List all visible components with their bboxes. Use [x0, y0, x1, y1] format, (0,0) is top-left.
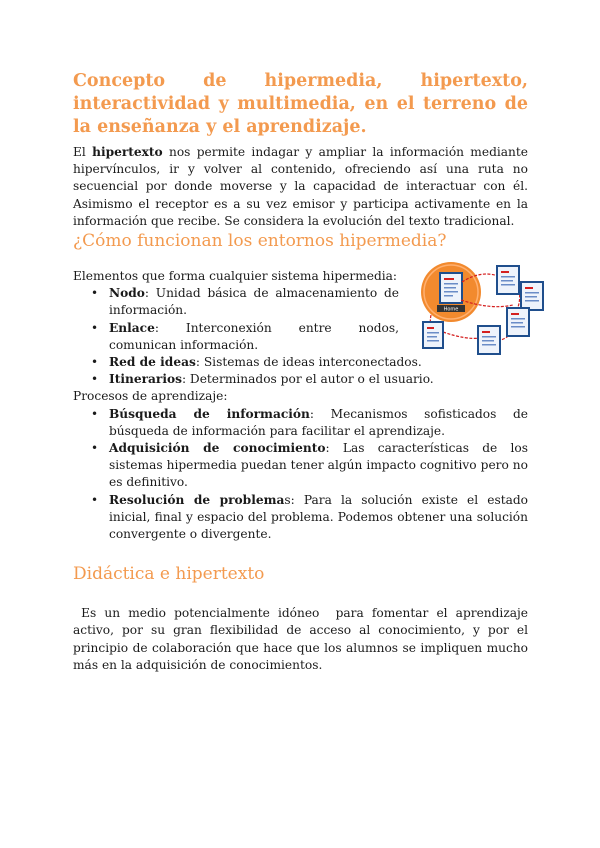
intro-rest: nos permite indagar y ampliar la información mediante hipervínculos, ir y volver al contenido, ofreciendo así una ruta no secuencial por donde moverse y la capacidad de interactuar con él. Asimismo el receptor es a su vez emisor y participa activamente en la información que recibe. Se considera la evolución del texto tradicional.	[73, 145, 528, 228]
section-entornos	[73, 268, 528, 543]
section-heading-entornos: ¿Cómo funcionan los entornos hipermedia?	[73, 231, 447, 252]
home-label: Home	[443, 306, 459, 313]
doc-node-5	[423, 322, 443, 348]
list-item-enlace: • Enlace: Interconexión entre nodos, comunican información.	[109, 320, 399, 354]
doc-node-4	[478, 326, 500, 354]
list-item-red-de-ideas: • Red de ideas: Sistemas de ideas interconectados.	[109, 354, 449, 371]
intro-prefix: El	[73, 145, 93, 159]
document-page	[73, 70, 536, 674]
doc-node-1	[497, 266, 519, 294]
processes-list	[73, 406, 528, 544]
list-item-busqueda: • Búsqueda de información: Mecanismos sofisticados de búsqueda de información para facilitar el aprendizaje.	[109, 406, 528, 440]
didactica-paragraph: Es un medio potencialmente idóneo para fomentar el aprendizaje activo, por su gran flexibilidad de acceso al conocimiento, y por el principio de colaboración que hace que los alumnos se impliquen mucho más en la adquisición de conocimientos.	[73, 606, 536, 672]
doc-node-3	[507, 308, 529, 336]
hypermedia-diagram-image	[421, 260, 546, 358]
processes-intro: Procesos de aprendizaje:	[73, 389, 228, 404]
elements-list	[73, 285, 434, 388]
list-item-resolucion: • Resolución de problemas: Para la solución existe el estado inicial, final y espacio del problema. Podemos obtener una solución convergente o divergente.	[109, 492, 528, 544]
list-item-itinerarios: • Itinerarios: Determinados por el autor o el usuario.	[109, 371, 469, 388]
section-heading-didactica: Didáctica e hipertexto	[73, 564, 265, 585]
page-title: Concepto de hipermedia, hipertexto, interactividad y multimedia, en el terreno de la enseñanza y el aprendizaje.	[73, 71, 528, 137]
intro-bold-term: hipertexto	[92, 145, 163, 159]
list-item-adquisicion: • Adquisición de conocimiento: Las características de los sistemas hipermedia puedan tener algún impacto cognitivo pero no es definitivo.	[109, 440, 528, 492]
doc-node-2	[521, 282, 543, 310]
list-item-nodo: • Nodo: Unidad básica de almacenamiento de información.	[109, 285, 399, 319]
elements-intro: Elementos que forma cualquier sistema hipermedia:	[73, 269, 398, 284]
intro-paragraph	[73, 144, 528, 230]
